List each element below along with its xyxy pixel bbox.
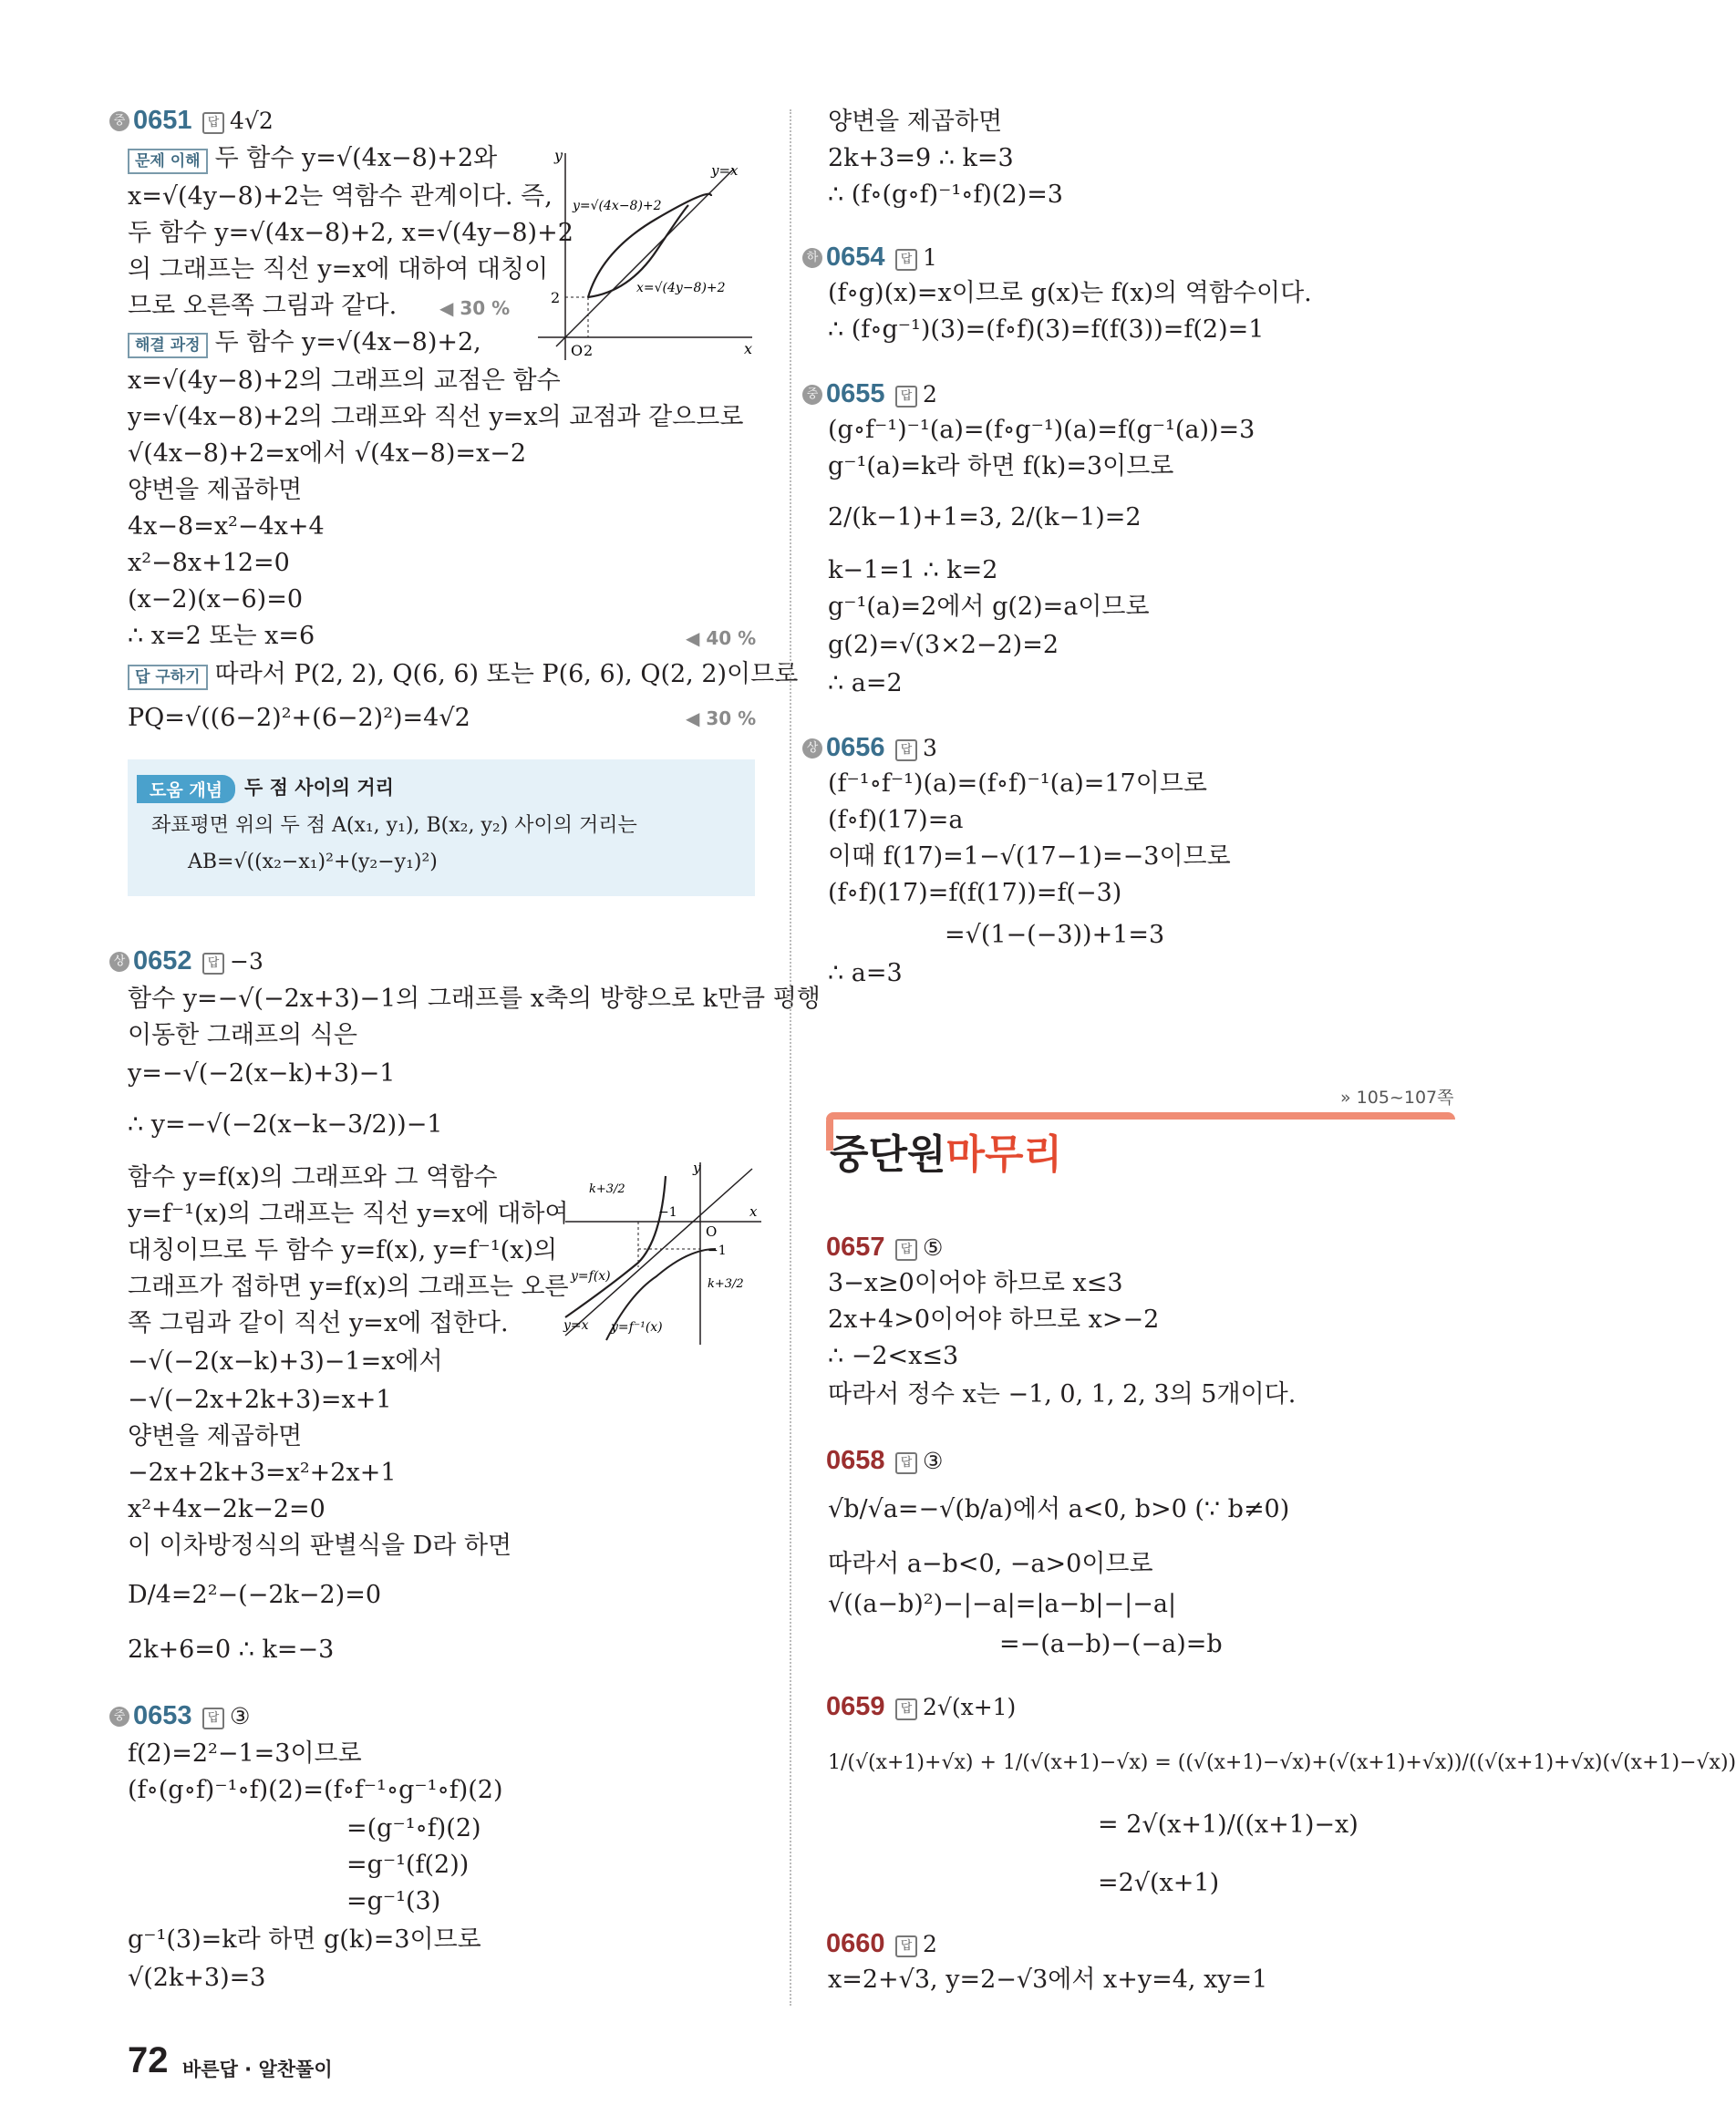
text-line: (f⁻¹∘f⁻¹)(a)=(f∘f)⁻¹(a)=17이므로 — [828, 769, 1207, 798]
text-line: ∴ −2<x≤3 — [828, 1342, 959, 1370]
text-line: x=√(4y−8)+2의 그래프의 교점은 함수 — [128, 366, 561, 395]
answer-0658 — [895, 1448, 943, 1474]
text-line: 따라서 정수 x는 −1, 0, 1, 2, 3의 5개이다. — [828, 1380, 1297, 1409]
origin-label: O — [706, 1223, 718, 1240]
text-line: 대칭이므로 두 함수 y=f(x), y=f⁻¹(x)의 — [128, 1236, 558, 1264]
text-line: (f∘f)(17)=a — [828, 806, 964, 834]
text-line: ∴ a=2 — [828, 669, 903, 697]
line-label: y=x — [711, 162, 739, 179]
text-line: ∴ x=2 또는 x=6 — [128, 622, 315, 650]
text-line: 2/(k−1)+1=3, 2/(k−1)=2 — [828, 503, 1142, 532]
text-line: =(g⁻¹∘f)(2) — [346, 1814, 481, 1842]
text-line: 따라서 a−b<0, −a>0이므로 — [828, 1550, 1153, 1578]
y-axis-label: y — [693, 1160, 701, 1176]
text-line: √((a−b)²)−|−a|=|a−b|−|−a| — [828, 1590, 1177, 1618]
problem-number-0660: 0660 — [826, 1929, 885, 1958]
answer-value: ③ — [923, 1448, 944, 1474]
text-line: √(2k+3)=3 — [128, 1964, 266, 1992]
curve-f — [565, 1176, 666, 1317]
difficulty-badge: 중 — [109, 111, 129, 131]
text-line: 양변을 제곱하면 — [128, 476, 303, 504]
answer-value: 1 — [923, 244, 937, 271]
text-line: (x−2)(x−6)=0 — [128, 585, 303, 614]
text-line: 4x−8=x²−4x+4 — [128, 512, 325, 541]
tick-label: 2 — [584, 342, 594, 359]
text-line: 이동한 그래프의 식은 — [128, 1021, 357, 1049]
answer-icon: 답 — [202, 953, 224, 975]
text-line: x²−8x+12=0 — [128, 549, 290, 577]
tick-label: 2 — [551, 289, 561, 306]
text-line: =g⁻¹(f(2)) — [346, 1851, 470, 1879]
text-line: 2x+4>0이어야 하므로 x>−2 — [828, 1306, 1160, 1334]
text-line: f(2)=2²−1=3이므로 — [128, 1739, 362, 1768]
answer-value: 2√(x+1) — [923, 1694, 1017, 1720]
graph-tangent — [556, 1158, 766, 1349]
problem-number-0655: 0655 — [826, 379, 885, 408]
difficulty-badge: 중 — [109, 1707, 129, 1727]
answer-0657 — [895, 1234, 943, 1261]
graph-inverse-sqrt — [529, 146, 766, 365]
problem-number-0658: 0658 — [826, 1446, 885, 1475]
problem-number-0651: 0651 — [133, 106, 192, 135]
text-line: 2k+3=9 ∴ k=3 — [828, 144, 1014, 172]
score-percent: ◀ 40 % — [686, 627, 757, 649]
x-axis-label: x — [744, 340, 753, 357]
text-line: −2x+2k+3=x²+2x+1 — [128, 1459, 397, 1487]
text-line: 이 이차방정식의 판별식을 D라 하면 — [128, 1532, 512, 1560]
y-axis-label: y — [554, 147, 563, 164]
answer-0660 — [895, 1931, 937, 1957]
answer-icon: 답 — [895, 1698, 917, 1720]
answer-icon: 답 — [202, 112, 224, 134]
text-line: −√(−2(x−k)+3)−1=x에서 — [128, 1347, 443, 1376]
answer-0655 — [895, 381, 937, 408]
section-title-black: 중단원 — [830, 1131, 946, 1178]
answer-value: 2 — [923, 1931, 937, 1957]
text-line: x=2+√3, y=2−√3에서 x+y=4, xy=1 — [828, 1966, 1268, 1994]
answer-value: ⑤ — [923, 1234, 944, 1261]
text-line: 양변을 제곱하면 — [828, 108, 1003, 136]
score-percent: ◀ 30 % — [686, 707, 757, 729]
problem-number-0654: 0654 — [826, 243, 885, 272]
text-line: PQ=√((6−2)²+(6−2)²)=4√2 — [128, 704, 470, 732]
footer-title: 바른답 · 알찬풀이 — [182, 2059, 333, 2080]
text: 두 함수 y=√(4x−8)+2, — [214, 328, 481, 356]
answer-0656 — [895, 735, 937, 761]
page-range: » 105~107쪽 — [1340, 1088, 1454, 1108]
understand-tag: 문제 이해 — [128, 149, 208, 174]
text-line: y=f⁻¹(x)의 그래프는 직선 y=x에 대하여 — [128, 1200, 569, 1228]
problem-number-0659: 0659 — [826, 1692, 885, 1721]
text-line: 이때 f(17)=1−√(17−1)=−3이므로 — [828, 842, 1231, 871]
answer-icon: 답 — [895, 386, 917, 408]
problem-number-0657: 0657 — [826, 1233, 885, 1262]
text-line — [128, 660, 798, 690]
text-line: g⁻¹(3)=k라 하면 g(k)=3이므로 — [128, 1925, 481, 1954]
text-line: y=√(4x−8)+2의 그래프와 직선 y=x의 교점과 같으므로 — [128, 403, 744, 431]
text-line: 함수 y=−√(−2x+3)−1의 그래프를 x축의 방향으로 k만큼 평행 — [128, 985, 821, 1013]
tick-label: −1 — [658, 1205, 677, 1220]
answer-value: ③ — [230, 1703, 251, 1729]
help-text: 좌표평면 위의 두 점 A(x₁, y₁), B(x₂, y₂) 사이의 거리는 — [151, 814, 637, 837]
curve-label: x=√(4y−8)+2 — [636, 281, 726, 295]
text-line: 그래프가 접하면 y=f(x)의 그래프는 오른 — [128, 1273, 569, 1301]
text: 따라서 P(2, 2), Q(6, 6) 또는 P(6, 6), Q(2, 2)이므로 — [214, 660, 799, 688]
section-title — [830, 1130, 1062, 1180]
column-divider — [790, 109, 791, 2006]
difficulty-badge: 하 — [802, 248, 822, 268]
answer-icon: 답 — [895, 1452, 917, 1474]
text-line: √(4x−8)+2=x에서 √(4x−8)=x−2 — [128, 439, 527, 468]
answer-icon: 답 — [895, 249, 917, 271]
text-line: ∴ (f∘g⁻¹)(3)=(f∘f)(3)=f(f(3))=f(2)=1 — [828, 315, 1265, 344]
text-line: ∴ (f∘(g∘f)⁻¹∘f)(2)=3 — [828, 181, 1063, 209]
page-number: 72 — [128, 2040, 169, 2080]
text-line: =g⁻¹(3) — [346, 1887, 441, 1915]
text-line: 양변을 제곱하면 — [128, 1422, 303, 1450]
text-line: g(2)=√(3×2−2)=2 — [828, 631, 1059, 659]
line-label: y=x — [563, 1318, 589, 1333]
text-line: ∴ y=−√(−2(x−k−3/2))−1 — [128, 1110, 443, 1139]
text-line: =2√(x+1) — [1098, 1869, 1220, 1897]
answer-value: −3 — [230, 948, 264, 975]
text-line — [128, 144, 497, 174]
text-line: g⁻¹(a)=k라 하면 f(k)=3이므로 — [828, 452, 1174, 480]
text-line: 므로 오른쪽 그림과 같다. — [128, 292, 398, 320]
x-axis-label: x — [749, 1203, 758, 1220]
answer-value: 3 — [923, 735, 937, 761]
problem-number-0656: 0656 — [826, 733, 885, 762]
section-bar — [826, 1112, 1455, 1120]
problem-number-0652: 0652 — [133, 946, 192, 975]
text-line: x²+4x−2k−2=0 — [128, 1495, 326, 1523]
difficulty-badge: 상 — [109, 952, 129, 972]
tick-label: −1 — [708, 1244, 727, 1258]
help-formula: AB=√((x₂−x₁)²+(y₂−y₁)²) — [188, 851, 438, 873]
help-title: 두 점 사이의 거리 — [244, 777, 394, 799]
text-line: −√(−2x+2k+3)=x+1 — [128, 1386, 392, 1414]
curve-label: y=f(x) — [571, 1269, 611, 1284]
answer-icon: 답 — [895, 1935, 917, 1957]
section-title-red: 마무리 — [946, 1131, 1063, 1178]
answer-icon: 답 — [202, 1708, 224, 1729]
score-percent: ◀ 30 % — [439, 297, 511, 319]
curve-label: y=f⁻¹(x) — [611, 1320, 663, 1335]
text-line: 2k+6=0 ∴ k=−3 — [128, 1636, 335, 1664]
text-line: =−(a−b)−(−a)=b — [999, 1630, 1223, 1658]
tick-label: k+3/2 — [589, 1182, 625, 1196]
curve-label: y=√(4x−8)+2 — [573, 199, 662, 213]
text-line: 1/(√(x+1)+√x) + 1/(√(x+1)−√x) = ((√(x+1)−√x)+(√(x+1)+√x))/((√(x+1)+√x)(√(x+1)−√x)) — [828, 1751, 1736, 1774]
difficulty-badge: 상 — [802, 738, 822, 759]
text-line: ∴ a=3 — [828, 959, 903, 987]
answer-value: 4√2 — [230, 108, 274, 134]
text-line: (f∘(g∘f)⁻¹∘f)(2)=(f∘f⁻¹∘g⁻¹∘f)(2) — [128, 1776, 503, 1804]
text-line: y=−√(−2(x−k)+3)−1 — [128, 1059, 396, 1088]
answer-0659 — [895, 1694, 1016, 1720]
text-line: 3−x≥0이어야 하므로 x≤3 — [828, 1269, 1123, 1297]
help-label: 도움 개념 — [137, 775, 235, 803]
text-line: (g∘f⁻¹)⁻¹(a)=(f∘g⁻¹)(a)=f(g⁻¹(a))=3 — [828, 416, 1256, 444]
problem-number-0653: 0653 — [133, 1701, 192, 1730]
text-line: 두 함수 y=√(4x−8)+2, x=√(4y−8)+2 — [128, 219, 574, 247]
answer-tag: 답 구하기 — [128, 665, 208, 690]
tick-label: k+3/2 — [708, 1277, 744, 1291]
text-line: (f∘f)(17)=f(f(17))=f(−3) — [828, 879, 1122, 907]
answer-value: 2 — [923, 381, 937, 408]
text-line: k−1=1 ∴ k=2 — [828, 556, 998, 584]
text-line: D/4=2²−(−2k−2)=0 — [128, 1581, 382, 1609]
answer-0653 — [202, 1703, 250, 1729]
answer-0654 — [895, 244, 937, 271]
text-line: g⁻¹(a)=2에서 g(2)=a이므로 — [828, 593, 1150, 621]
answer-0651 — [202, 108, 274, 134]
text-line: 의 그래프는 직선 y=x에 대하여 대칭이 — [128, 255, 549, 284]
difficulty-badge: 중 — [802, 385, 822, 405]
text-line: = 2√(x+1)/((x+1)−x) — [1098, 1811, 1359, 1839]
text-line: 함수 y=f(x)의 그래프와 그 역함수 — [128, 1163, 498, 1192]
answer-icon: 답 — [895, 1239, 917, 1261]
text-line: (f∘g)(x)=x이므로 g(x)는 f(x)의 역함수이다. — [828, 279, 1312, 307]
origin-label: O — [571, 342, 584, 359]
text-line: √b/√a=−√(b/a)에서 a<0, b>0 (∵ b≠0) — [828, 1495, 1290, 1523]
text: 두 함수 y=√(4x−8)+2와 — [214, 144, 498, 172]
answer-0652 — [202, 948, 264, 975]
solve-tag: 해결 과정 — [128, 333, 208, 358]
text-line: =√(1−(−3))+1=3 — [945, 921, 1165, 949]
text-line — [128, 328, 481, 358]
text-line: x=√(4y−8)+2는 역함수 관계이다. 즉, — [128, 182, 553, 211]
answer-icon: 답 — [895, 739, 917, 761]
line-y-equals-x — [556, 169, 734, 346]
text-line: 쪽 그림과 같이 직선 y=x에 접한다. — [128, 1309, 509, 1337]
